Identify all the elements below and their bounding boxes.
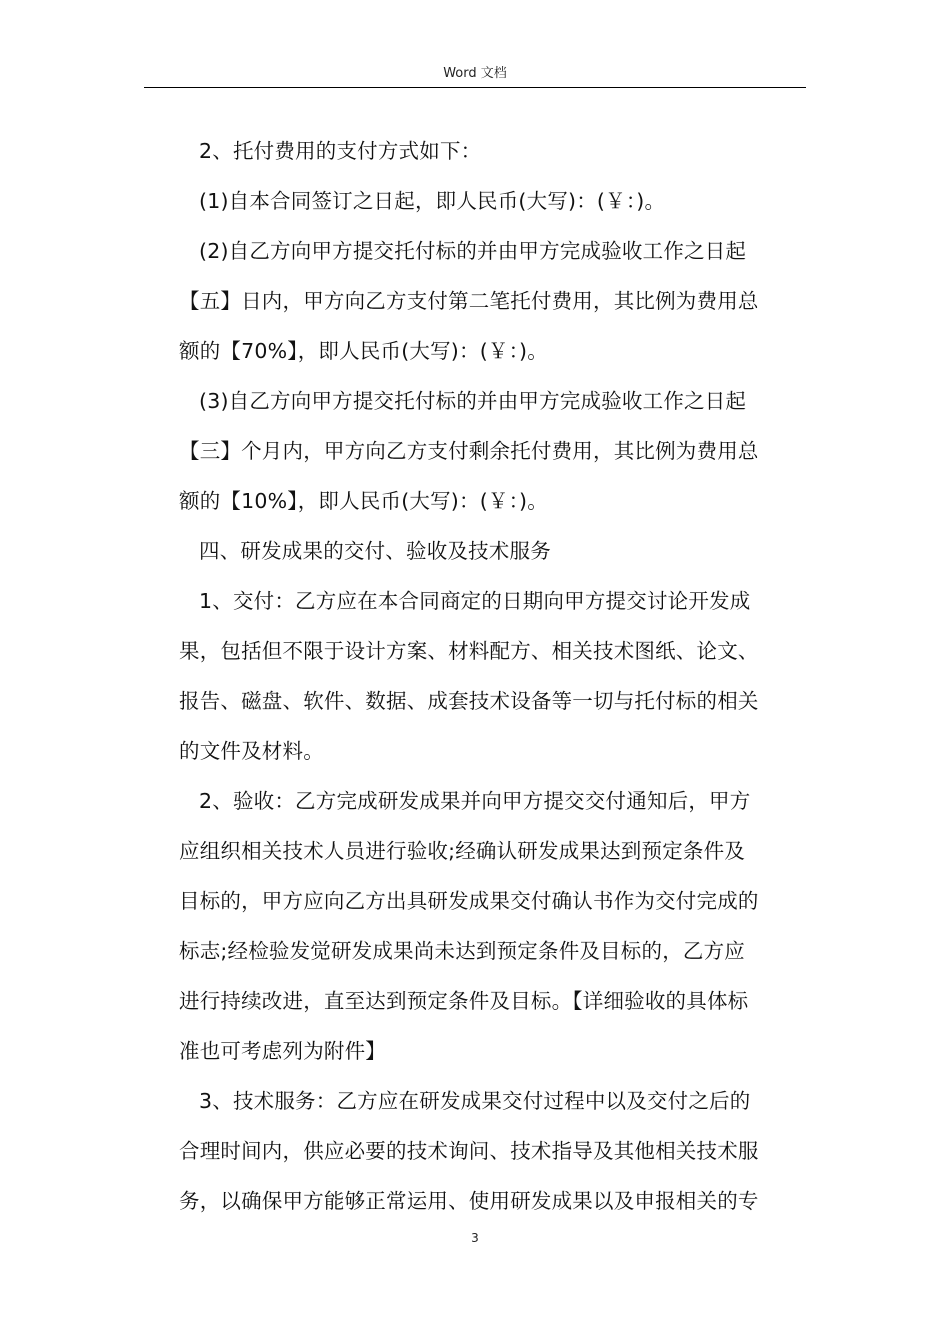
text-line: 准也可考虑列为附件】 [179,1039,386,1063]
text-line: 进行持续改进，直至达到预定条件及目标。【详细验收的具体标 [179,989,749,1013]
text-line: 的文件及材料。 [179,739,324,763]
text-line: 2、验收：乙方完成研发成果并向甲方提交交付通知后，甲方 [199,789,751,813]
document-body [179,126,805,1226]
text-line: 标志;经检验发觉研发成果尚未达到预定条件及目标的，乙方应 [179,939,746,963]
text-line: (2)自乙方向甲方提交托付标的并由甲方完成验收工作之日起 [199,239,747,263]
text-line: (1)自本合同签订之日起，即人民币(大写)：(￥：)。 [199,189,666,213]
text-line: 【五】日内，甲方向乙方支付第二笔托付费用，其比例为费用总 [179,289,759,313]
text-line: 额的【10%】，即人民币(大写)：(￥：)。 [179,489,548,513]
text-line: 果，包括但不限于设计方案、材料配方、相关技术图纸、论文、 [179,639,759,663]
text-line: 四、研发成果的交付、验收及技术服务 [199,539,551,563]
text-line: 合理时间内，供应必要的技术询问、技术指导及其他相关技术服 [179,1139,759,1163]
page-number: 3 [471,1231,479,1245]
text-line: 应组织相关技术人员进行验收;经确认研发成果达到预定条件及 [179,839,746,863]
text-line: 1、交付：乙方应在本合同商定的日期向甲方提交讨论开发成 [199,589,751,613]
text-line: 报告、磁盘、软件、数据、成套技术设备等一切与托付标的相关 [179,689,759,713]
text-line: 务，以确保甲方能够正常运用、使用研发成果以及申报相关的专 [179,1189,759,1213]
text-line: 额的【70%】，即人民币(大写)：(￥：)。 [179,339,548,363]
header-divider [144,87,806,88]
text-line: 2、托付费用的支付方式如下： [199,139,482,163]
text-line: (3)自乙方向甲方提交托付标的并由甲方完成验收工作之日起 [199,389,747,413]
page-header: Word 文档 [443,66,507,81]
text-line: 【三】个月内，甲方向乙方支付剩余托付费用，其比例为费用总 [179,439,759,463]
text-line: 目标的，甲方应向乙方出具研发成果交付确认书作为交付完成的 [179,889,759,913]
text-line: 3、技术服务：乙方应在研发成果交付过程中以及交付之后的 [199,1089,751,1113]
